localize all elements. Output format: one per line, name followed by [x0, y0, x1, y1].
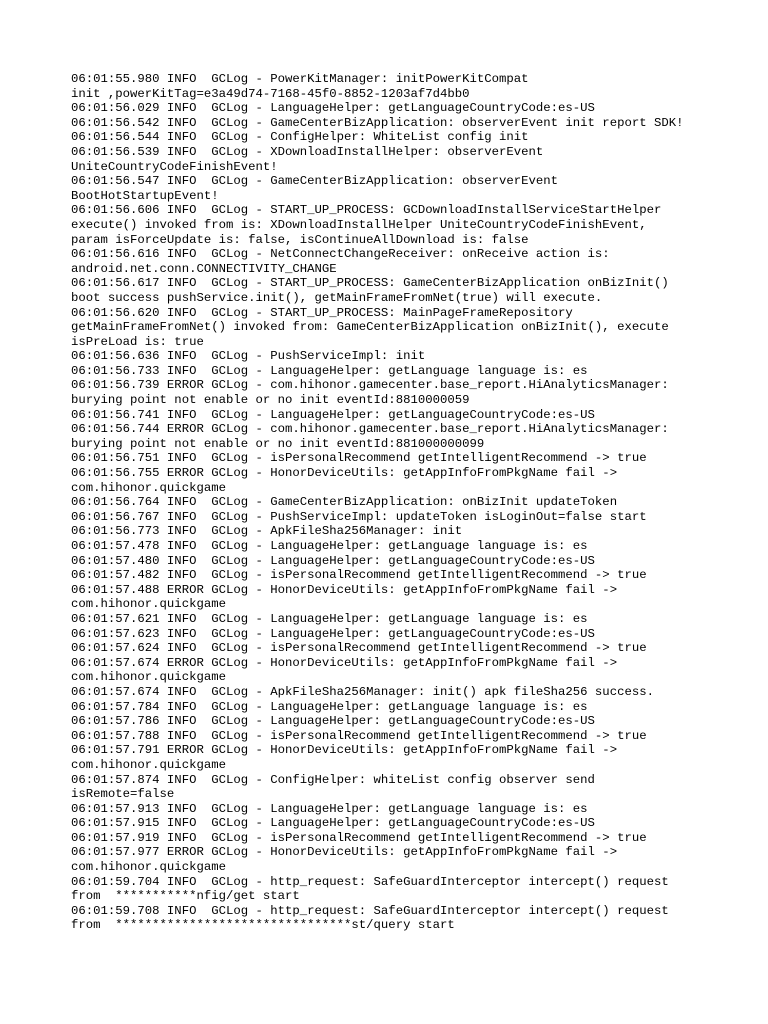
log-line: 06:01:56.029 INFO GCLog - LanguageHelper: getLanguageCountryCode:es-US [71, 101, 595, 116]
log-line: 06:01:57.784 INFO GCLog - LanguageHelper: getLanguage language is: es [71, 699, 588, 714]
log-line: 06:01:56.616 INFO GCLog - NetConnectChangeReceiver: onReceive action is: [71, 247, 610, 262]
log-line: 06:01:56.744 ERROR GCLog - com.hihonor.gamecenter.base_report.HiAnalyticsManager: [71, 422, 669, 437]
log-line: com.hihonor.quickgame [71, 757, 226, 772]
log-line: 06:01:56.739 ERROR GCLog - com.hihonor.gamecenter.base_report.HiAnalyticsManager: [71, 378, 669, 393]
log-line: 06:01:56.606 INFO GCLog - START_UP_PROCESS: GCDownloadInstallServiceStartHelper [71, 203, 662, 218]
log-line: 06:01:57.624 INFO GCLog - isPersonalRecommend getIntelligentRecommend -> true [71, 641, 647, 656]
log-line: 06:01:56.751 INFO GCLog - isPersonalRecommend getIntelligentRecommend -> true [71, 451, 647, 466]
log-line: 06:01:57.919 INFO GCLog - isPersonalRecommend getIntelligentRecommend -> true [71, 830, 647, 845]
log-line: 06:01:57.788 INFO GCLog - isPersonalRecommend getIntelligentRecommend -> true [71, 728, 647, 743]
log-line: 06:01:57.977 ERROR GCLog - HonorDeviceUtils: getAppInfoFromPkgName fail -> [71, 845, 618, 860]
log-line: 06:01:56.542 INFO GCLog - GameCenterBizApplication: observerEvent init report SDK! [71, 115, 684, 130]
log-line: 06:01:57.482 INFO GCLog - isPersonalRecommend getIntelligentRecommend -> true [71, 568, 647, 583]
log-line: 06:01:57.791 ERROR GCLog - HonorDeviceUtils: getAppInfoFromPkgName fail -> [71, 743, 618, 758]
log-line: 06:01:57.913 INFO GCLog - LanguageHelper: getLanguage language is: es [71, 801, 588, 816]
log-line: getMainFrameFromNet() invoked from: GameCenterBizApplication onBizInit(), execute [71, 320, 669, 335]
log-line: 06:01:56.617 INFO GCLog - START_UP_PROCESS: GameCenterBizApplication onBizInit() [71, 276, 669, 291]
log-line: 06:01:56.773 INFO GCLog - ApkFileSha256Manager: init [71, 524, 463, 539]
log-line: 06:01:57.621 INFO GCLog - LanguageHelper: getLanguage language is: es [71, 611, 588, 626]
log-line: 06:01:56.755 ERROR GCLog - HonorDeviceUtils: getAppInfoFromPkgName fail -> [71, 466, 618, 481]
log-line: 06:01:59.708 INFO GCLog - http_request: SafeGuardInterceptor intercept() request [71, 903, 669, 918]
log-line: 06:01:57.786 INFO GCLog - LanguageHelper: getLanguageCountryCode:es-US [71, 714, 595, 729]
log-line: 06:01:57.480 INFO GCLog - LanguageHelper: getLanguageCountryCode:es-US [71, 553, 595, 568]
log-line: 06:01:57.674 ERROR GCLog - HonorDeviceUtils: getAppInfoFromPkgName fail -> [71, 655, 618, 670]
log-line: 06:01:59.704 INFO GCLog - http_request: SafeGuardInterceptor intercept() request [71, 874, 669, 889]
log-line: 06:01:56.544 INFO GCLog - ConfigHelper: WhiteList config init [71, 130, 529, 145]
log-line: android.net.conn.CONNECTIVITY_CHANGE [71, 261, 337, 276]
log-line: 06:01:57.915 INFO GCLog - LanguageHelper: getLanguageCountryCode:es-US [71, 816, 595, 831]
log-line: 06:01:56.767 INFO GCLog - PushServiceImpl: updateToken isLoginOut=false start [71, 509, 647, 524]
log-line: 06:01:56.764 INFO GCLog - GameCenterBizApplication: onBizInit updateToken [71, 495, 618, 510]
log-line: com.hihonor.quickgame [71, 480, 226, 495]
log-line: BootHotStartupEvent! [71, 188, 219, 203]
log-line: 06:01:56.547 INFO GCLog - GameCenterBizApplication: observerEvent [71, 174, 559, 189]
log-line: boot success pushService.init(), getMainFrameFromNet(true) will execute. [71, 290, 603, 305]
log-line: isPreLoad is: true [71, 334, 204, 349]
log-line: from ********************************st/query start [71, 918, 455, 933]
log-line: param isForceUpdate is: false, isContinueAllDownload is: false [71, 232, 529, 247]
log-line: 06:01:56.539 INFO GCLog - XDownloadInstallHelper: observerEvent [71, 144, 544, 159]
log-document [71, 72, 711, 933]
log-line: 06:01:56.636 INFO GCLog - PushServiceImpl: init [71, 349, 426, 364]
log-line: 06:01:57.623 INFO GCLog - LanguageHelper: getLanguageCountryCode:es-US [71, 626, 595, 641]
log-line: burying point not enable or no init eventId:881000000099 [71, 436, 485, 451]
log-line: 06:01:57.674 INFO GCLog - ApkFileSha256Manager: init() apk fileSha256 success. [71, 684, 654, 699]
log-line: 06:01:56.741 INFO GCLog - LanguageHelper: getLanguageCountryCode:es-US [71, 407, 595, 422]
log-line: 06:01:57.478 INFO GCLog - LanguageHelper: getLanguage language is: es [71, 539, 588, 553]
log-line: 06:01:56.733 INFO GCLog - LanguageHelper: getLanguage language is: es [71, 363, 588, 378]
log-line: 06:01:56.620 INFO GCLog - START_UP_PROCESS: MainPageFrameRepository [71, 305, 573, 320]
log-line: 06:01:55.980 INFO GCLog - PowerKitManager: initPowerKitCompat [71, 72, 529, 86]
log-line: com.hihonor.quickgame [71, 597, 226, 612]
log-line: 06:01:57.488 ERROR GCLog - HonorDeviceUtils: getAppInfoFromPkgName fail -> [71, 582, 618, 597]
log-line: com.hihonor.quickgame [71, 670, 226, 685]
log-line: com.hihonor.quickgame [71, 860, 226, 875]
log-line: execute() invoked from is: XDownloadInstallHelper UniteCountryCodeFinishEvent, [71, 217, 647, 232]
log-line: burying point not enable or no init eventId:8810000059 [71, 393, 470, 408]
log-line: init ,powerKitTag=e3a49d74-7168-45f0-8852-1203af7d4bb0 [71, 86, 470, 101]
log-line: 06:01:57.874 INFO GCLog - ConfigHelper: whiteList config observer send [71, 772, 595, 787]
log-line: from ***********nfig/get start [71, 889, 300, 904]
log-line: isRemote=false [71, 787, 175, 802]
log-line: UniteCountryCodeFinishEvent! [71, 159, 278, 174]
